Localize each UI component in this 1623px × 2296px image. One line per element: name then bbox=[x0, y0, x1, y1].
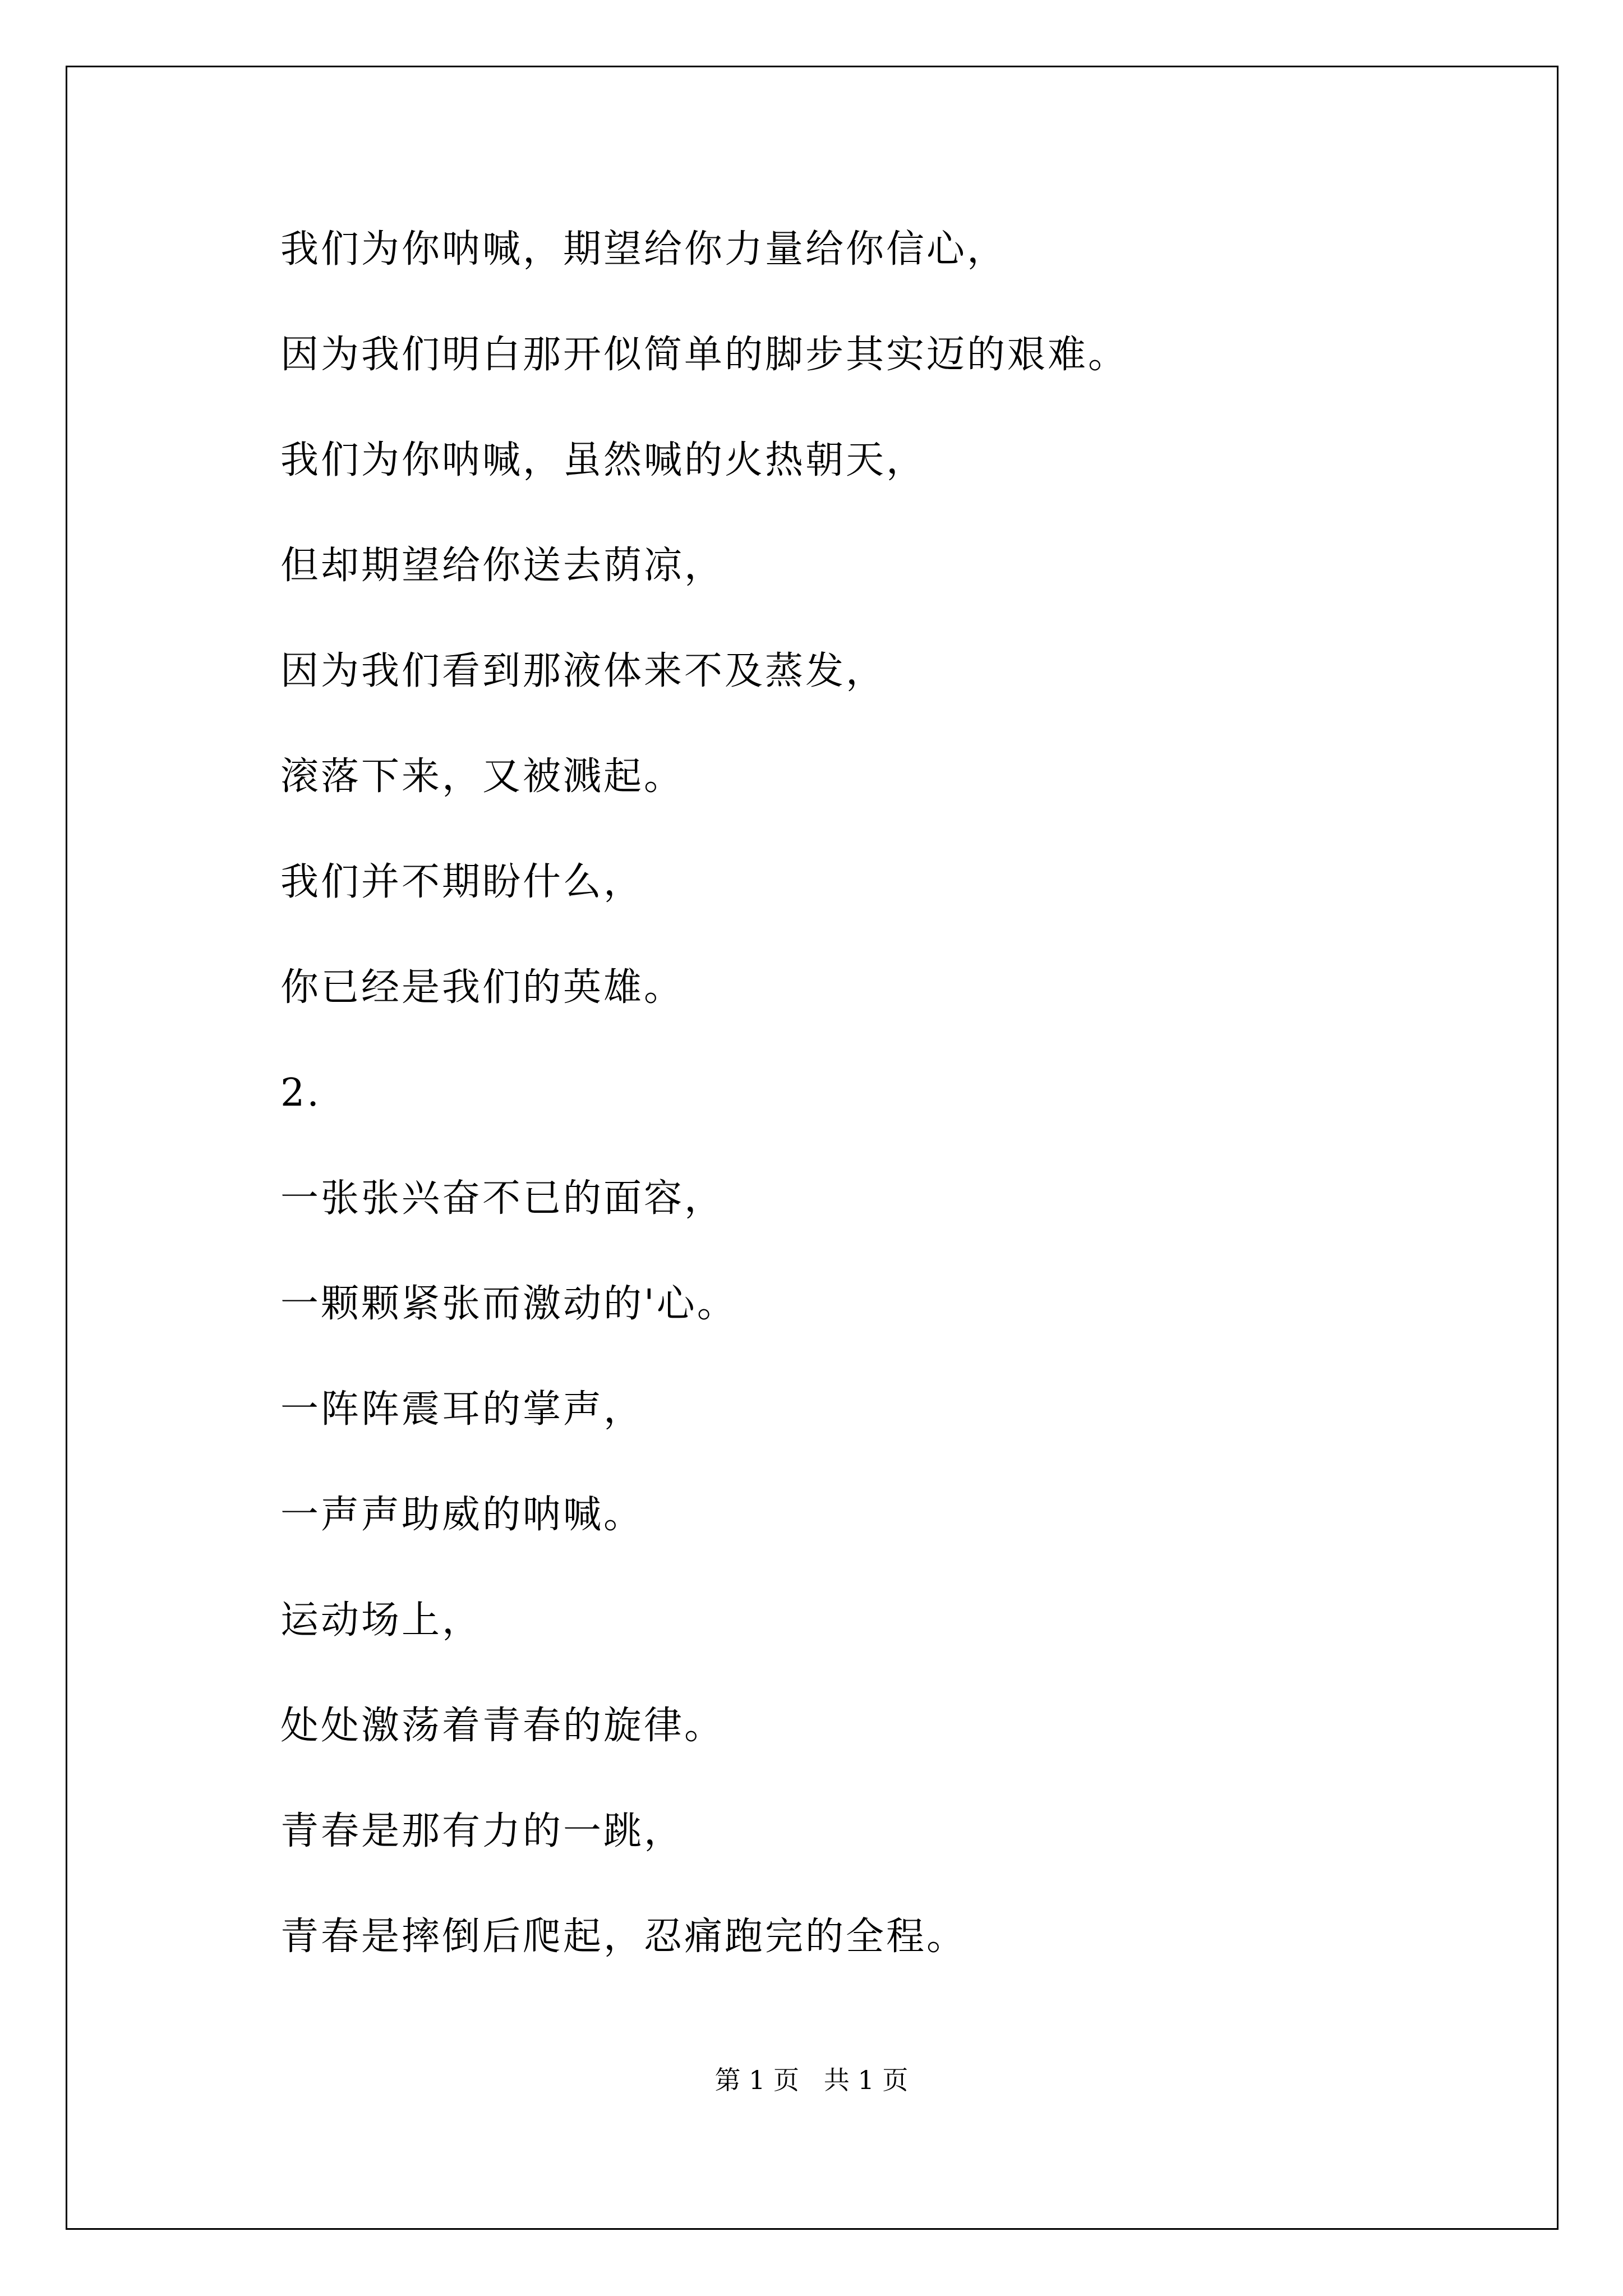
text-line: 青春是那有力的一跳， bbox=[280, 1809, 685, 1853]
document-body bbox=[280, 227, 1486, 2020]
text-line: 一张张兴奋不已的面容， bbox=[280, 1176, 725, 1221]
text-line: 一颗颗紧张而激动的'心。 bbox=[280, 1282, 737, 1326]
text-line: 一声声助威的呐喊。 bbox=[280, 1493, 644, 1537]
text-line: 因为我们明白那开似简单的脚步其实迈的艰难。 bbox=[280, 333, 1129, 377]
text-line: 青春是摔倒后爬起，忍痛跑完的全程。 bbox=[280, 1915, 967, 1959]
text-line: 因为我们看到那液体来不及蒸发， bbox=[280, 649, 887, 693]
page-footer: 第 1 页 共 1 页 bbox=[714, 2065, 909, 2095]
text-line: 一阵阵震耳的掌声， bbox=[280, 1387, 644, 1432]
text-line: 我们为你呐喊，虽然喊的火热朝天， bbox=[280, 438, 927, 482]
text-line: 我们并不期盼什么， bbox=[280, 860, 644, 904]
text-line: 但却期望给你送去荫凉， bbox=[280, 544, 725, 588]
text-line: 处处激荡着青春的旋律。 bbox=[280, 1704, 725, 1748]
text-line: 你已经是我们的英雄。 bbox=[280, 965, 685, 1010]
text-line: 我们为你呐喊，期望给你力量给你信心， bbox=[280, 227, 1008, 272]
section-number: 2. bbox=[280, 1071, 321, 1115]
text-line: 运动场上， bbox=[280, 1598, 483, 1642]
text-line: 滚落下来，又被溅起。 bbox=[280, 754, 685, 799]
